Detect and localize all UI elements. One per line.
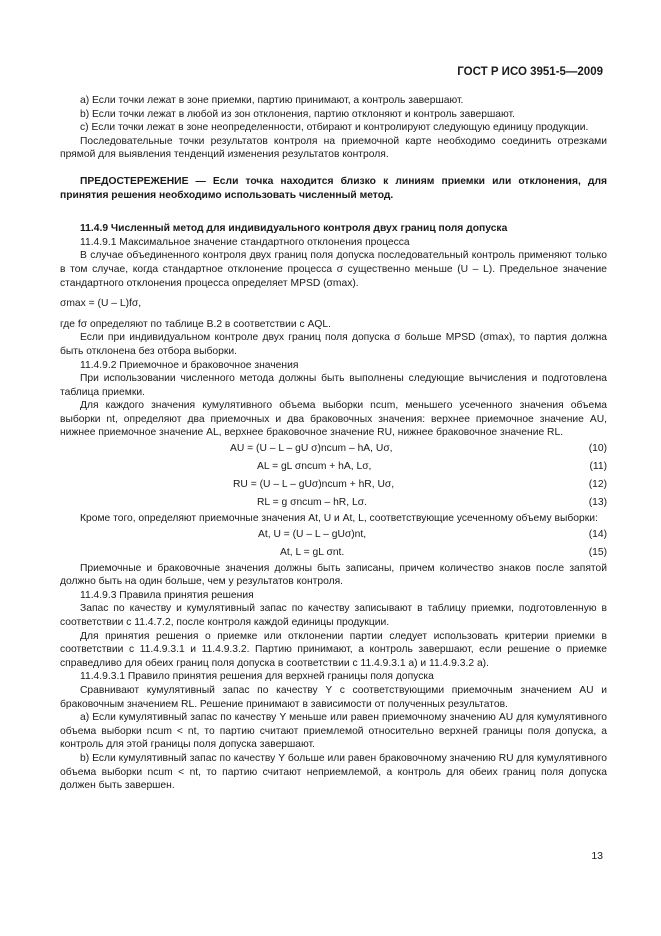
page-number: 13 — [591, 850, 603, 862]
formula-number: (11) — [589, 461, 607, 473]
paragraph: Для каждого значения кумулятивного объема выборки ncum, меньшего усеченного значения объема выборки nt, определяют два приемочных и два браковочных значения: верхнее приемочное значение AU, нижнее приемочное значение AL, верхнее браковочное значение RU, нижнее браковочное значение RL. — [60, 400, 607, 439]
list-item-b: b) Если точки лежат в любой из зон отклонения, партию отклоняют и контроль завершают. — [80, 108, 515, 120]
warning-note: ПРЕДОСТЕРЕЖЕНИЕ — Если точка находится близко к линиям приемки или отклонения, для принятия решения необходимо использовать численный метод. — [60, 175, 607, 201]
subsection-heading: 11.4.9.3.1 Правило принятия решения для верхней границы поля допуска — [80, 671, 434, 683]
formula-number: (10) — [588, 443, 607, 455]
formula: σmax = (U – L)fσ, — [60, 298, 142, 310]
paragraph: При использовании численного метода должны быть выполнены следующие вычисления и подготовлена таблица приемки. — [60, 373, 607, 398]
list-item-a: a) Если точки лежат в зоне приемки, партию принимают, а контроль завершают. — [80, 95, 464, 106]
formula: At, U = (U – L – gUσ)nt, — [258, 528, 367, 540]
paragraph: Сравнивают кумулятивный запас по качеству Y с соответствующими приемочным значением AU и браковочным значением RL. Решение принимают в зависимости от полученных результатов. — [60, 685, 607, 710]
paragraph: где fσ определяют по таблице B.2 в соответствии с AQL. — [60, 318, 331, 330]
paragraph: В случае объединенного контроля двух границ поля допуска последовательный контроль применяют только в том случае, когда стандартное отклонение процесса σ существенно меньше (U – L). Предельное значение стандартного отклонения процесса определяет MPSD (σmax). — [60, 250, 607, 289]
formula-number: (14) — [588, 528, 607, 540]
formula: At, L = gL σnt. — [280, 546, 345, 558]
subsection-heading: 11.4.9.1 Максимальное значение стандартного отклонения процесса — [80, 236, 410, 248]
section-heading: 11.4.9 Численный метод для индивидуального контроля двух границ поля допуска — [80, 223, 508, 235]
formula-number: (15) — [588, 546, 607, 558]
paragraph: Последовательные точки результатов контроля на приемочной карте необходимо соединить отрезками прямой для выявления тенденций изменения результатов контроля. — [60, 135, 607, 161]
subsection-heading: 11.4.9.2 Приемочное и браковочное значения — [80, 359, 299, 371]
list-item-b: b) Если кумулятивный запас по качеству Y больше или равен браковочному значению RU для кумулятивного объема выборки ncum < nt, то партию считают неприемлемой, а контроль для обеих границ поля допуска должен быть завершен. — [60, 752, 607, 792]
paragraph: Для принятия решения о приемке или отклонении партии следует использовать критерии приемки в соответствии с 11.4.9.3.1 и 11.4.9.3.2. Партию принимают, а контроль завершают, если решение о приемке справедливо для обеих границ поля допуска в соответствии с 11.4.9.3.1 а) и 11.4.9.3.2 а). — [60, 630, 607, 669]
formula-row — [60, 458, 607, 476]
list-item-a: a) Если кумулятивный запас по качеству Y меньше или равен приемочному значению AU для кумулятивного объема выборки ncum < nt, то партию считают приемлемой относительно верхней границы поля допуска, а контроль для этой границы поля допуска завершают. — [60, 712, 607, 751]
formula: AU = (U – L – gU σ)ncum – hA, Uσ, — [230, 443, 393, 455]
paragraph: Если при индивидуальном контроле двух границ поля допуска σ больше MPSD (σmax), то партия должна быть отклонена без отбора выборки. — [60, 332, 607, 357]
document-body — [60, 94, 607, 793]
formula-number: (13) — [588, 497, 607, 509]
formula-row — [60, 494, 607, 512]
paragraph: Запас по качеству и кумулятивный запас по качеству записывают в таблицу приемки, подготовленную в соответствии с 11.4.7.2, после контроля каждой единицы продукции. — [60, 603, 607, 629]
formula: AL = gL σncum + hA, Lσ, — [257, 461, 372, 473]
paragraph: Кроме того, определяют приемочные значения At, U и At, L, соответствующие усеченному объему выборки: — [80, 513, 598, 525]
subsection-heading: 11.4.9.3 Правила принятия решения — [80, 589, 254, 601]
formula-row — [60, 476, 607, 494]
list-item-c: c) Если точки лежат в зоне неопределенности, отбирают и контролируют следующую единицу продукции. — [80, 122, 589, 134]
formula-row — [60, 526, 607, 544]
formula-row — [60, 440, 607, 458]
document-header: ГОСТ Р ИСО 3951-5—2009 — [457, 66, 603, 78]
formula: RL = g σncum – hR, Lσ. — [257, 497, 367, 509]
formula: RU = (U – L – gUσ)ncum + hR, Uσ, — [233, 479, 395, 491]
formula-number: (12) — [588, 479, 607, 491]
formula-row — [60, 544, 607, 562]
paragraph: Приемочные и браковочные значения должны быть записаны, причем количество знаков после запятой должно быть на один больше, чем у результатов контроля. — [60, 562, 607, 588]
